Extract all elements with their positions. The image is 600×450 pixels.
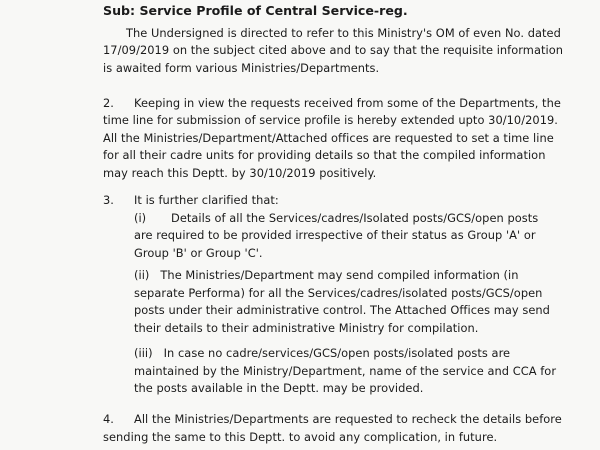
para2-number: 2. xyxy=(103,96,114,110)
para2-line-5: may reach this Deptt. by 30/10/2019 positively. xyxy=(103,166,377,180)
sub-iii-line-2: maintained by the Ministry/Department, name of the service and CCA for xyxy=(134,364,557,378)
para2-line-3: All the Ministries/Department/Attached offices are requested to set a time line xyxy=(103,131,554,145)
para2-line-1: Keeping in view the requests received from some of the Departments, the xyxy=(134,96,561,110)
para2-line-4: for all their cadre units for providing details so that the compiled information xyxy=(103,148,546,162)
para4-line-1: All the Ministries/Departments are requested to recheck the details before xyxy=(134,412,562,426)
para3-number: 3. xyxy=(103,193,114,207)
sub-i-number: (i) xyxy=(134,211,147,225)
subject-line: Sub: Service Profile of Central Service-reg. xyxy=(103,3,408,18)
para3-intro: It is further clarified that: xyxy=(134,193,279,207)
sub-ii-line-4: their details to their administrative Ministry for compilation. xyxy=(134,321,479,335)
para2-line-2: time line for submission of service profile is hereby extended upto 30/10/2019. xyxy=(103,113,558,127)
sub-i-line-1: Details of all the Services/cadres/Isolated posts/GCS/open posts xyxy=(171,211,539,225)
sub-i-line-3: Group 'B' or Group 'C'. xyxy=(134,246,263,260)
sub-iii-line-1: (iii) In case no cadre/services/GCS/open posts/isolated posts are xyxy=(134,346,511,360)
para4-number: 4. xyxy=(103,412,114,426)
para1-line-3: is awaited form various Ministries/Departments. xyxy=(103,61,380,75)
sub-i-line-2: are required to be provided irrespective of their status as Group 'A' or xyxy=(134,228,536,242)
para4-line-2: sending the same to this Deptt. to avoid any complication, in future. xyxy=(103,430,498,444)
sub-ii-line-2: separate Performa) for all the Services/cadres/isolated posts/GCS/open xyxy=(134,286,543,300)
para1-line-2: 17/09/2019 on the subject cited above and to say that the requisite information xyxy=(103,43,563,57)
sub-ii-line-1: (ii) The Ministries/Department may send compiled information (in xyxy=(134,268,519,282)
sub-iii-line-3: the posts available in the Deptt. may be provided. xyxy=(134,381,424,395)
sub-ii-line-3: posts under their administrative control. The Attached Offices may send xyxy=(134,303,550,317)
para1-line-1: The Undersigned is directed to refer to this Ministry's OM of even No. dated xyxy=(126,26,561,40)
